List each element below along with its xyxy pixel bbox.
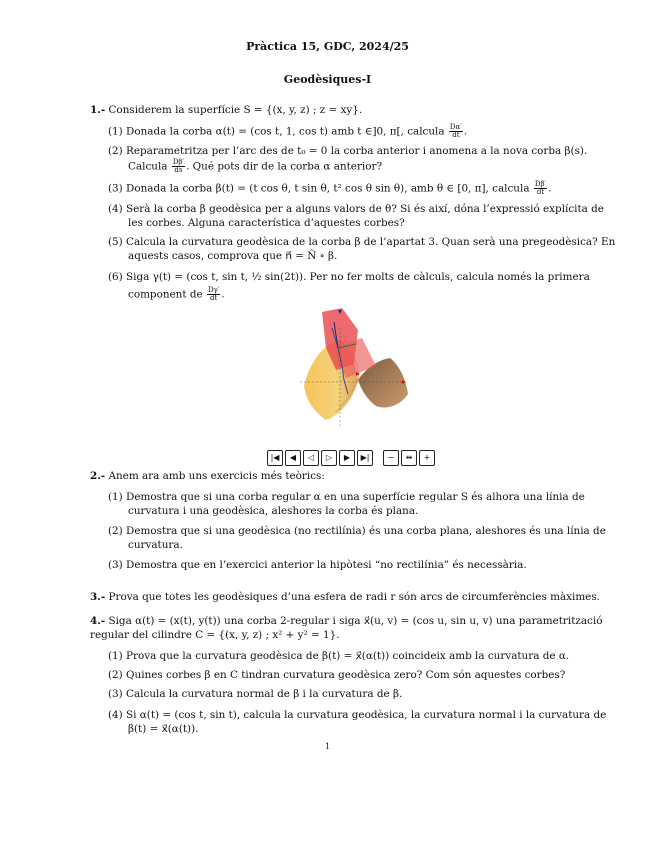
exercise-text: Siga α(t) = (x(t), y(t)) una corba 2-regular i siga x⃗(u, v) = (cos u, sin u, v) una parametrització	[108, 615, 603, 627]
exercise-4-intro-line-2: regular del cilindre C = {(x, y, z) ; x² + y² = 1}.	[90, 629, 340, 641]
step-forward-button[interactable]: ▶	[339, 450, 355, 466]
item-number: (6)	[108, 271, 123, 283]
exercise-1-item-5-line-2: aquests casos, comprova que n⃗ = N̂ ∘ β.	[128, 250, 338, 262]
play-backward-button[interactable]: ◁	[303, 450, 319, 466]
item-number: (2)	[108, 669, 123, 681]
exercise-text: Anem ara amb uns exercicis més teòrics:	[108, 470, 325, 482]
play-forward-button[interactable]: ▷	[321, 450, 337, 466]
item-text: Siga γ(t) = (cos t, sin t, ½ sin(2t)). Per no fer molts de càlculs, calcula només la primera	[126, 271, 590, 283]
item-text: Demostra que si una geodèsica (no rectilínia) és una corba plana, aleshores és una línia de	[126, 525, 606, 537]
exercise-2-item-2-line-1	[108, 525, 606, 538]
exercise-1-item-4-line-2: les corbes. Alguna característica d’aquestes corbes?	[128, 217, 405, 229]
exercise-1-item-2-line-1	[108, 145, 587, 158]
fraction: $\frac{D\beta'}{ds}$	[172, 158, 185, 174]
item-text: Reparametritza per l’arc des de t₀ = 0 la corba anterior i anomena a la nova corba β(s).	[126, 145, 588, 157]
exercise-4-item-1	[108, 650, 569, 663]
item-text: Prova que la curvatura geodèsica de β(t) = x⃗(α(t)) coincideix amb la curvatura de α.	[126, 650, 570, 662]
item-number: (1)	[108, 650, 123, 662]
exercise-1-item-2-line-2: Calcula $\frac{D\beta'}{ds}$ . Qué pots dir de la corba α anterior?	[128, 158, 383, 174]
item-text: Calcula la curvatura normal de β i la curvatura de β.	[126, 688, 403, 700]
faster-button[interactable]: +	[419, 450, 435, 466]
item-number: (3)	[108, 688, 123, 700]
item-text: Donada la corba α(t) = (cos t, 1, cos t) amb t ∈]0, π[, calcula	[126, 125, 445, 138]
exercise-1-item-4-line-1	[108, 203, 604, 216]
exercise-1-item-3: (3) Donada la corba β(t) = (t cos θ, t sin θ, t² cos θ sin θ), amb θ ∈ [0, π], calcula $\frac{D\beta'}{dt}$ .	[108, 180, 552, 196]
item-text: Si α(t) = (cos t, sin t), calcula la curvatura geodèsica, la curvatura normal i la curvatura de	[126, 709, 607, 721]
item-number: (4)	[108, 203, 123, 215]
item-text: Calcula la curvatura geodèsica de la corba β de l’apartat 3. Quan serà una pregeodèsica? En	[126, 236, 616, 248]
exercise-1-item-6-line-2: component de $\frac{D\gamma'}{dt}$ .	[128, 286, 225, 302]
fraction: $\frac{D\beta'}{dt}$	[534, 180, 547, 196]
exercise-3	[90, 591, 600, 604]
slower-button[interactable]: −	[383, 450, 399, 466]
page-number: 1	[324, 742, 331, 751]
exercise-number: 4.-	[90, 615, 106, 627]
item-number: (2)	[108, 145, 123, 157]
step-back-button[interactable]: ◀	[285, 450, 301, 466]
item-number: (5)	[108, 236, 123, 248]
item-number: (2)	[108, 525, 123, 537]
fraction: $\frac{D\gamma'}{dt}$	[207, 286, 220, 302]
default-speed-button[interactable]: ⇹	[401, 450, 417, 466]
animation-controls	[267, 450, 435, 466]
exercise-4-item-4-line-2: β(t) = x⃗(α(t)).	[128, 723, 199, 735]
exercise-1-intro	[90, 104, 362, 117]
exercise-1-item-6-line-1	[108, 271, 590, 284]
page-title: Pràctica 15, GDC, 2024/25	[246, 40, 409, 53]
exercise-number: 2.-	[90, 470, 106, 482]
item-text: Demostra que en l’exercici anterior la hipòtesi “no rectilínia” és necessària.	[126, 559, 527, 571]
item-text: Donada la corba β(t) = (t cos θ, t sin θ, t² cos θ sin θ), amb θ ∈ [0, π], calcula	[126, 182, 530, 195]
item-number: (4)	[108, 709, 123, 721]
exercise-1-item-5-line-1	[108, 236, 615, 249]
exercise-number: 3.-	[90, 591, 106, 603]
exercise-1-item-1: (1) Donada la corba α(t) = (cos t, 1, cos t) amb t ∈]0, π[, calcula $\frac{D\alpha'}{dt}$ .	[108, 123, 468, 139]
exercise-4-item-2	[108, 669, 565, 682]
item-text: Demostra que si una corba regular α en una superfície regular S és alhora una línia de	[126, 491, 585, 503]
exercise-2-intro	[90, 470, 325, 483]
exercise-4-intro-line-1	[90, 615, 602, 628]
exercise-4-item-4-line-1	[108, 709, 606, 722]
exercise-text: Considerem la superfície S = {(x, y, z) ; z = xy}.	[108, 104, 363, 116]
exercise-number: 1.-	[90, 104, 106, 116]
saddle-surface-figure	[296, 308, 426, 436]
fraction: $\frac{D\alpha'}{dt}$	[449, 123, 462, 139]
item-text: Quines corbes β en C tindran curvatura geodèsica zero? Com són aquestes corbes?	[126, 669, 566, 681]
item-number: (3)	[108, 182, 123, 195]
item-number: (3)	[108, 559, 123, 571]
page-subtitle: Geodèsiques-I	[283, 73, 372, 86]
item-number: (1)	[108, 491, 123, 503]
last-frame-button[interactable]: ▶|	[357, 450, 373, 466]
exercise-text: Prova que totes les geodèsiques d’una esfera de radi r són arcs de circumferències màximes.	[108, 591, 600, 603]
exercise-2-item-1-line-2: curvatura i una geodèsica, aleshores la corba és plana.	[128, 505, 419, 517]
exercise-2-item-1-line-1	[108, 491, 585, 504]
item-number: (1)	[108, 125, 123, 138]
exercise-2-item-2-line-2: curvatura.	[128, 539, 183, 551]
exercise-2-item-3	[108, 559, 527, 572]
first-frame-button[interactable]: |◀	[267, 450, 283, 466]
exercise-4-item-3	[108, 688, 402, 701]
item-text: Serà la corba β geodèsica per a alguns valors de θ? Si és així, dóna l’expressió explícita de	[126, 203, 604, 215]
